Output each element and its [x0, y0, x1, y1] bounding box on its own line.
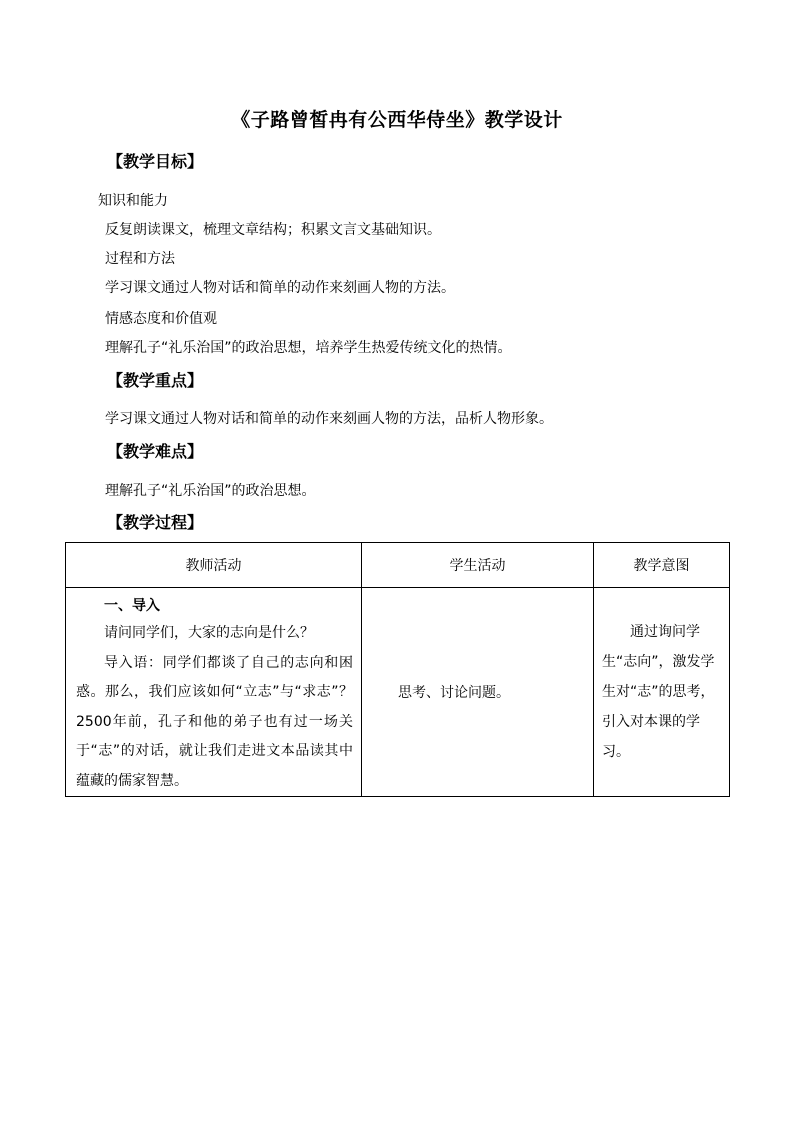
page-title: 《子路曾皙冉有公西华侍坐》教学设计 — [231, 109, 563, 131]
header-student-activity: 学生活动 — [362, 543, 594, 588]
student-activity-cell: 思考、讨论问题。 — [362, 588, 594, 797]
teaching-intent-cell — [594, 588, 730, 797]
knowledge-label: 知识和能力 — [98, 193, 168, 209]
key-points-heading: 【教学重点】 — [107, 371, 204, 390]
emotion-text: 理解孔子“礼乐治国”的政治思想，培养学生热爱传统文化的热情。 — [105, 340, 512, 356]
process-method-text: 学习课文通过人物对话和简单的动作来刻画人物的方法。 — [105, 280, 455, 296]
teacher-activity-cell — [66, 588, 362, 797]
objectives-heading: 【教学目标】 — [107, 152, 204, 171]
difficulties-text: 理解孔子“礼乐治国”的政治思想。 — [105, 483, 316, 499]
header-teaching-intent: 教学意图 — [594, 543, 730, 588]
header-teacher-activity: 教师活动 — [66, 543, 362, 588]
process-heading: 【教学过程】 — [107, 513, 204, 532]
emotion-label: 情感态度和价值观 — [105, 311, 217, 327]
table-header-row — [66, 543, 730, 588]
teacher-question: 请问同学们，大家的志向是什么？ — [104, 625, 314, 641]
knowledge-text: 反复朗读课文，梳理文章结构；积累文言文基础知识。 — [105, 222, 441, 238]
intent-text: 通过询问学生“志向”，激发学生对“志”的思考，引入对本课的学习。 — [602, 624, 715, 760]
section-label: 一、导入 — [104, 598, 160, 614]
process-method-label: 过程和方法 — [105, 251, 175, 267]
difficulties-heading: 【教学难点】 — [107, 442, 204, 461]
table-row — [66, 588, 730, 797]
key-points-text: 学习课文通过人物对话和简单的动作来刻画人物的方法，品析人物形象。 — [105, 411, 553, 427]
teaching-process-table — [65, 542, 730, 797]
teacher-intro: 导入语：同学们都谈了自己的志向和困惑。那么，我们应该如何“立志”与“求志”？2500年前，孔子和他的弟子也有过一场关于“志”的对话，就让我们走进文本品读其中蕴藏的儒家智慧。 — [76, 654, 353, 789]
